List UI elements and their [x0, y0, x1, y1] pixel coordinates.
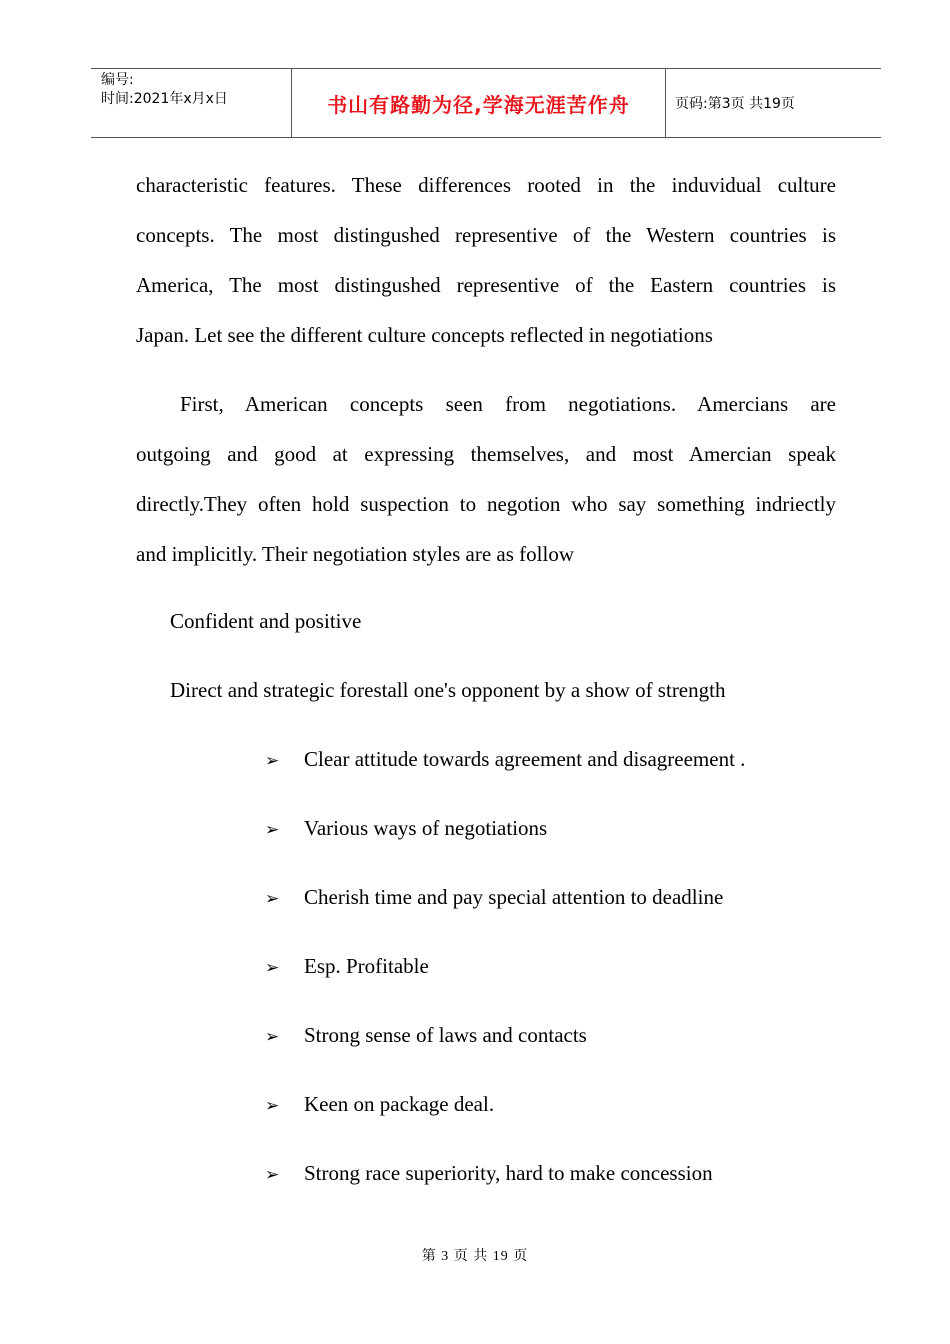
bullet-text: Various ways of negotiations	[304, 816, 548, 840]
style-item-confident: Confident and positive	[170, 609, 362, 633]
header-page-info: 页码:第3页 共19页	[675, 96, 795, 112]
bullet-item	[265, 951, 429, 983]
bullet-text: Strong race superiority, hard to make concession	[304, 1161, 713, 1185]
paragraph-line: directly.They often hold suspection to negotion who say something indriectly	[136, 492, 836, 516]
paragraph-line: outgoing and good at expressing themselves, and most Amercian speak	[136, 442, 836, 466]
document-body	[136, 160, 836, 579]
paragraph-2	[136, 379, 836, 579]
bullet-item	[265, 1089, 494, 1121]
style-item-direct: Direct and strategic forestall one's opponent by a show of strength	[170, 678, 726, 702]
paragraph-1	[136, 160, 836, 360]
arrow-bullet-icon: ➢	[265, 820, 280, 840]
paragraph-line: and implicitly. Their negotiation styles are as follow	[136, 542, 574, 566]
header-motto: 书山有路勤为径,学海无涯苦作舟	[292, 69, 666, 137]
header-meta	[91, 69, 292, 137]
bullet-text: Keen on package deal.	[304, 1092, 495, 1116]
bullet-text: Clear attitude towards agreement and disagreement .	[304, 747, 746, 771]
paragraph-line: characteristic features. These differences rooted in the induvidual culture	[136, 173, 836, 197]
bullet-item	[265, 813, 547, 845]
bullet-text: Strong sense of laws and contacts	[304, 1023, 587, 1047]
paragraph-line: concepts. The most distingushed representive of the Western countries is	[136, 223, 836, 247]
arrow-bullet-icon: ➢	[265, 958, 280, 978]
paragraph-line: First, American concepts seen from negotiations. Amercians are	[180, 392, 836, 416]
time-label: 时间:2021年x月x日	[101, 91, 228, 107]
arrow-bullet-icon: ➢	[265, 1027, 280, 1047]
bullet-item	[265, 882, 723, 914]
bullet-text: Cherish time and pay special attention to deadline	[304, 885, 724, 909]
page-footer: 第 3 页 共 19 页	[421, 1249, 529, 1264]
arrow-bullet-icon: ➢	[265, 1165, 280, 1185]
bullet-item	[265, 1158, 713, 1190]
bullet-text: Esp. Profitable	[304, 954, 429, 978]
arrow-bullet-icon: ➢	[265, 1096, 280, 1116]
page-header	[91, 68, 881, 138]
serial-label: 编号:	[101, 72, 134, 88]
arrow-bullet-icon: ➢	[265, 751, 280, 771]
bullet-item	[265, 1020, 587, 1052]
arrow-bullet-icon: ➢	[265, 889, 280, 909]
bullet-item	[265, 744, 745, 776]
paragraph-line: America, The most distingushed representive of the Eastern countries is	[136, 273, 836, 297]
paragraph-line: Japan. Let see the different culture concepts reflected in negotiations	[136, 323, 713, 347]
